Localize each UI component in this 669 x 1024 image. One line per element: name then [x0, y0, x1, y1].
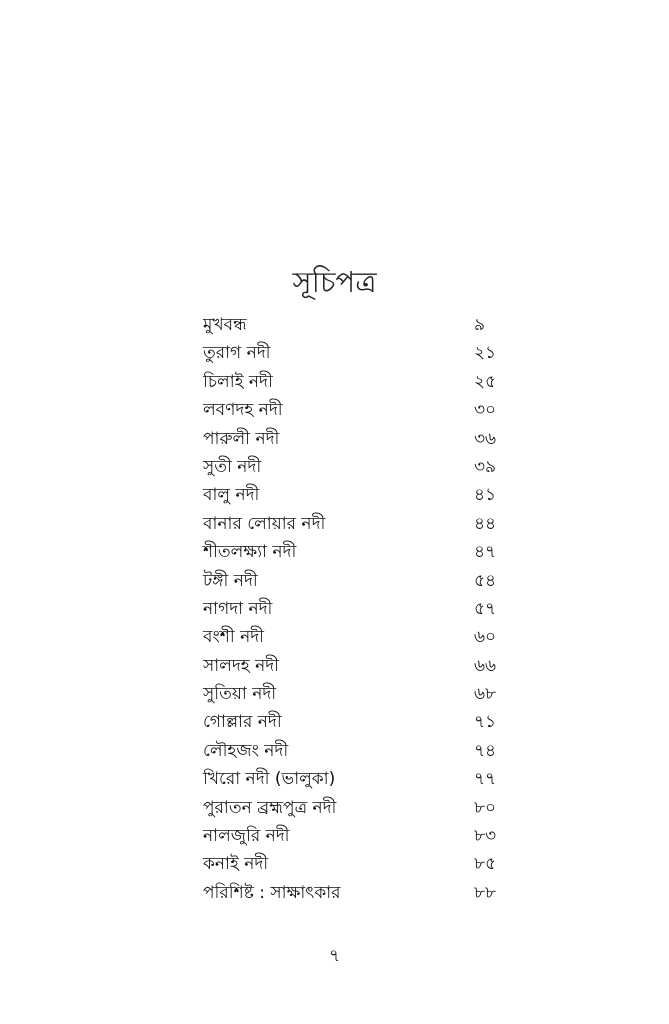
toc-entry: [203, 453, 503, 481]
toc-entry-title: তুরাগ নদী: [203, 343, 271, 364]
toc-entry-page: ৭১: [474, 712, 497, 733]
toc-entry: [203, 510, 503, 538]
toc-entry-page: ৯: [474, 315, 486, 335]
toc-entry-page: ৭৭: [474, 769, 497, 790]
toc-entry-title: খিরো নদী (ভালুকা): [203, 769, 336, 790]
toc-entry: [203, 708, 503, 736]
toc-entry-title: সালদহ নদী: [203, 655, 280, 676]
toc-entry: [203, 595, 503, 623]
toc-entry-page: ৮৫: [474, 854, 497, 875]
toc-entry-page: ৮৩: [474, 826, 497, 847]
toc-entry-title: লৌহজং নদী: [203, 740, 289, 761]
toc-entry-page: ৪৪: [474, 513, 497, 534]
toc-entry: [203, 425, 503, 453]
toc-entry-title: পরিশিষ্ট : সাক্ষাৎকার: [203, 882, 341, 903]
toc-entry-page: ৬০: [474, 627, 497, 648]
toc-entry-page: ৮০: [474, 797, 497, 818]
toc-entry-title: বংশী নদী: [203, 627, 265, 648]
toc-entry-title: বালু নদী: [203, 485, 260, 506]
toc-entry: [203, 879, 503, 907]
toc-entry: [203, 652, 503, 680]
toc-entry-page: ৭৪: [474, 740, 497, 761]
page-title: সূচিপত্র: [292, 265, 377, 299]
toc-entry-page: ২১: [474, 343, 497, 364]
toc-entry: [203, 481, 503, 509]
toc-entry-title: সুতিয়া নদী: [203, 684, 277, 705]
toc-entry-page: ৩০: [474, 400, 497, 421]
toc-entry: [203, 623, 503, 651]
toc-entry-page: ৮৮: [474, 882, 497, 903]
table-of-contents: [203, 311, 503, 907]
toc-entry-page: ৩৬: [474, 428, 497, 449]
toc-entry-title: বানার লোয়ার নদী: [203, 513, 326, 534]
toc-entry-title: নাগদা নদী: [203, 598, 273, 619]
toc-entry-title: কনাই নদী: [203, 854, 269, 875]
toc-entry-title: মুখবন্ধ: [203, 315, 247, 335]
toc-entry-page: ৫৪: [474, 570, 497, 591]
toc-entry: [203, 822, 503, 850]
toc-entry: [203, 396, 503, 424]
toc-entry-title: গোল্লার নদী: [203, 712, 282, 733]
toc-entry: [203, 567, 503, 595]
toc-entry-page: ৬৬: [474, 655, 497, 676]
toc-entry: [203, 339, 503, 367]
toc-entry: [203, 368, 503, 396]
toc-entry: [203, 765, 503, 793]
toc-entry-title: পুরাতন ব্রহ্মপুত্র নদী: [203, 797, 337, 818]
toc-entry-page: ৬৮: [474, 684, 497, 705]
toc-entry-title: সুতী নদী: [203, 456, 262, 477]
toc-entry: [203, 680, 503, 708]
toc-entry-page: ৫৭: [474, 598, 497, 619]
toc-entry-page: ৪৭: [474, 542, 497, 563]
toc-entry-page: ২৫: [474, 371, 497, 392]
toc-entry-title: চিলাই নদী: [203, 371, 273, 392]
toc-entry: [203, 538, 503, 566]
toc-entry: [203, 311, 503, 339]
toc-entry-title: লবণদহ নদী: [203, 400, 283, 421]
toc-entry-title: নালজুরি নদী: [203, 826, 290, 847]
toc-entry: [203, 737, 503, 765]
toc-entry: [203, 794, 503, 822]
toc-entry-page: ৪১: [474, 485, 497, 506]
toc-entry-page: ৩৯: [474, 456, 497, 477]
page-number: ৭: [328, 946, 341, 966]
toc-entry-title: পারুলী নদী: [203, 428, 280, 449]
toc-entry: [203, 850, 503, 878]
toc-entry-title: শীতলক্ষ্যা নদী: [203, 542, 297, 563]
toc-entry-title: টঙ্গী নদী: [203, 570, 258, 591]
